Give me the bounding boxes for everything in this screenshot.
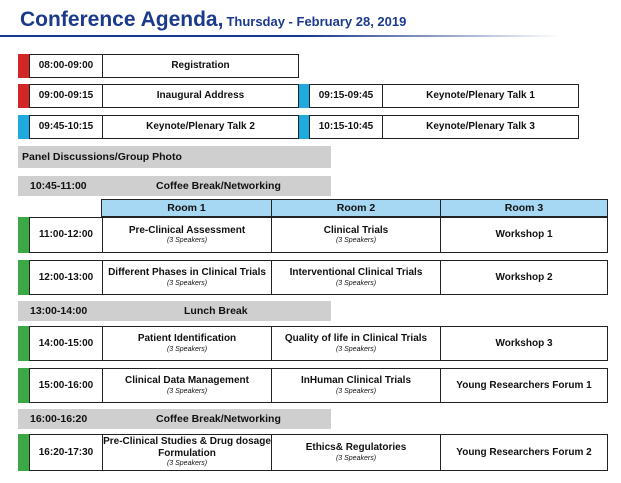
band-time: 10:45-11:00 (30, 180, 87, 192)
time-label: 12:00-13:00 (38, 271, 94, 283)
speaker-count: (3 Speakers) (335, 454, 377, 462)
time-label: 14:00-15:00 (38, 337, 94, 349)
speaker-count: (3 Speakers) (335, 345, 377, 353)
time-label: 09:45-10:15 (38, 121, 94, 133)
speaker-count: (3 Speakers) (335, 237, 377, 245)
session-title: Workshop 1 (495, 229, 553, 241)
session-title: InHuman Clinical Trials (300, 375, 412, 387)
time-label: 16:20-17:30 (38, 446, 94, 458)
time-label: 11:00-12:00 (39, 229, 93, 241)
session-title: Pre-Clinical Studies & Drug dosage Formulation (103, 436, 271, 459)
session-title: Patient Identification (137, 333, 237, 345)
speaker-count: (3 Speakers) (335, 387, 377, 395)
session-title: Quality of life in Clinical Trials (284, 333, 428, 345)
room-1-session (102, 435, 271, 470)
session-row (29, 326, 608, 361)
green-marker (18, 368, 29, 403)
band-label: Panel Discussions/Group Photo (22, 151, 182, 163)
session-title: Inaugural Address (102, 85, 298, 107)
session-title: Different Phases in Clinical Trials (108, 267, 266, 279)
registration-row (29, 54, 299, 78)
room-3-session (440, 218, 607, 252)
session-title: Keynote/Plenary Talk 3 (382, 116, 578, 138)
session-row (29, 260, 608, 295)
title-underline (0, 35, 560, 37)
session-title: Ethics& Regulatories (305, 442, 407, 454)
lunch-break-band (18, 301, 331, 321)
coffee-break-band (18, 409, 331, 429)
green-marker (18, 326, 29, 361)
room-2-session (271, 218, 440, 252)
room-3-session (440, 261, 607, 294)
agenda-title (20, 8, 406, 32)
blue-marker (299, 115, 309, 139)
band-label: Coffee Break/Networking (156, 413, 281, 425)
band-time: 16:00-16:20 (30, 413, 88, 425)
session-row (29, 368, 608, 403)
room-1-session (102, 327, 271, 360)
blue-marker (18, 115, 29, 139)
session-title: Young Researchers Forum 2 (456, 446, 592, 458)
inaugural-row (29, 84, 299, 108)
room-3-session (440, 369, 607, 402)
session-title: Workshop 3 (495, 337, 553, 349)
speaker-count: (3 Speakers) (166, 279, 208, 287)
speaker-count: (3 Speakers) (166, 460, 208, 468)
session-title: Young Researchers Forum 1 (456, 379, 592, 391)
band-label: Lunch Break (184, 305, 248, 317)
room-3-session (440, 435, 607, 470)
room-2-session (271, 327, 440, 360)
time-label: 08:00-09:00 (38, 60, 94, 72)
room-2-session (271, 369, 440, 402)
session-title: Clinical Trials (323, 224, 389, 236)
room-2-header: Room 2 (271, 200, 440, 216)
session-title: Registration (102, 55, 298, 77)
speaker-count: (3 Speakers) (335, 279, 377, 287)
green-marker (18, 434, 29, 471)
session-title: Interventional Clinical Trials (289, 267, 423, 279)
session-title: Pre-Clinical Assessment (128, 224, 246, 236)
green-marker (18, 260, 29, 295)
page-title: Conference Agenda, (20, 8, 224, 31)
session-row (29, 217, 608, 253)
room-2-session (271, 435, 440, 470)
time-label: 09:00-09:15 (38, 90, 94, 102)
green-marker (18, 217, 29, 253)
room-3-header: Room 3 (440, 200, 607, 216)
speaker-count: (3 Speakers) (166, 237, 208, 245)
room-1-header: Room 1 (167, 202, 206, 214)
room-2-session (271, 261, 440, 294)
room-1-session (102, 218, 271, 252)
blue-marker (299, 84, 309, 108)
room-header (101, 199, 608, 217)
band-label: Coffee Break/Networking (156, 180, 281, 192)
agenda-date: Thursday - February 28, 2019 (226, 14, 407, 29)
time-label: 09:15-09:45 (318, 90, 374, 102)
session-title: Keynote/Plenary Talk 1 (382, 85, 578, 107)
keynote2-row (29, 115, 299, 139)
panel-band (18, 146, 331, 168)
keynote3-row (309, 115, 579, 139)
room-3-session (440, 327, 607, 360)
session-row (29, 434, 608, 471)
coffee-break-band (18, 176, 331, 196)
time-label: 15:00-16:00 (38, 379, 94, 391)
keynote1-row (309, 84, 579, 108)
red-marker (18, 84, 29, 108)
time-label: 10:15-10:45 (318, 121, 374, 133)
room-1-session (102, 369, 271, 402)
speaker-count: (3 Speakers) (166, 345, 208, 353)
speaker-count: (3 Speakers) (166, 387, 208, 395)
red-marker (18, 54, 29, 78)
session-title: Clinical Data Management (125, 375, 249, 387)
session-title: Keynote/Plenary Talk 2 (102, 116, 298, 138)
session-title: Workshop 2 (495, 271, 553, 283)
room-1-session (102, 261, 271, 294)
band-time: 13:00-14:00 (30, 305, 88, 317)
